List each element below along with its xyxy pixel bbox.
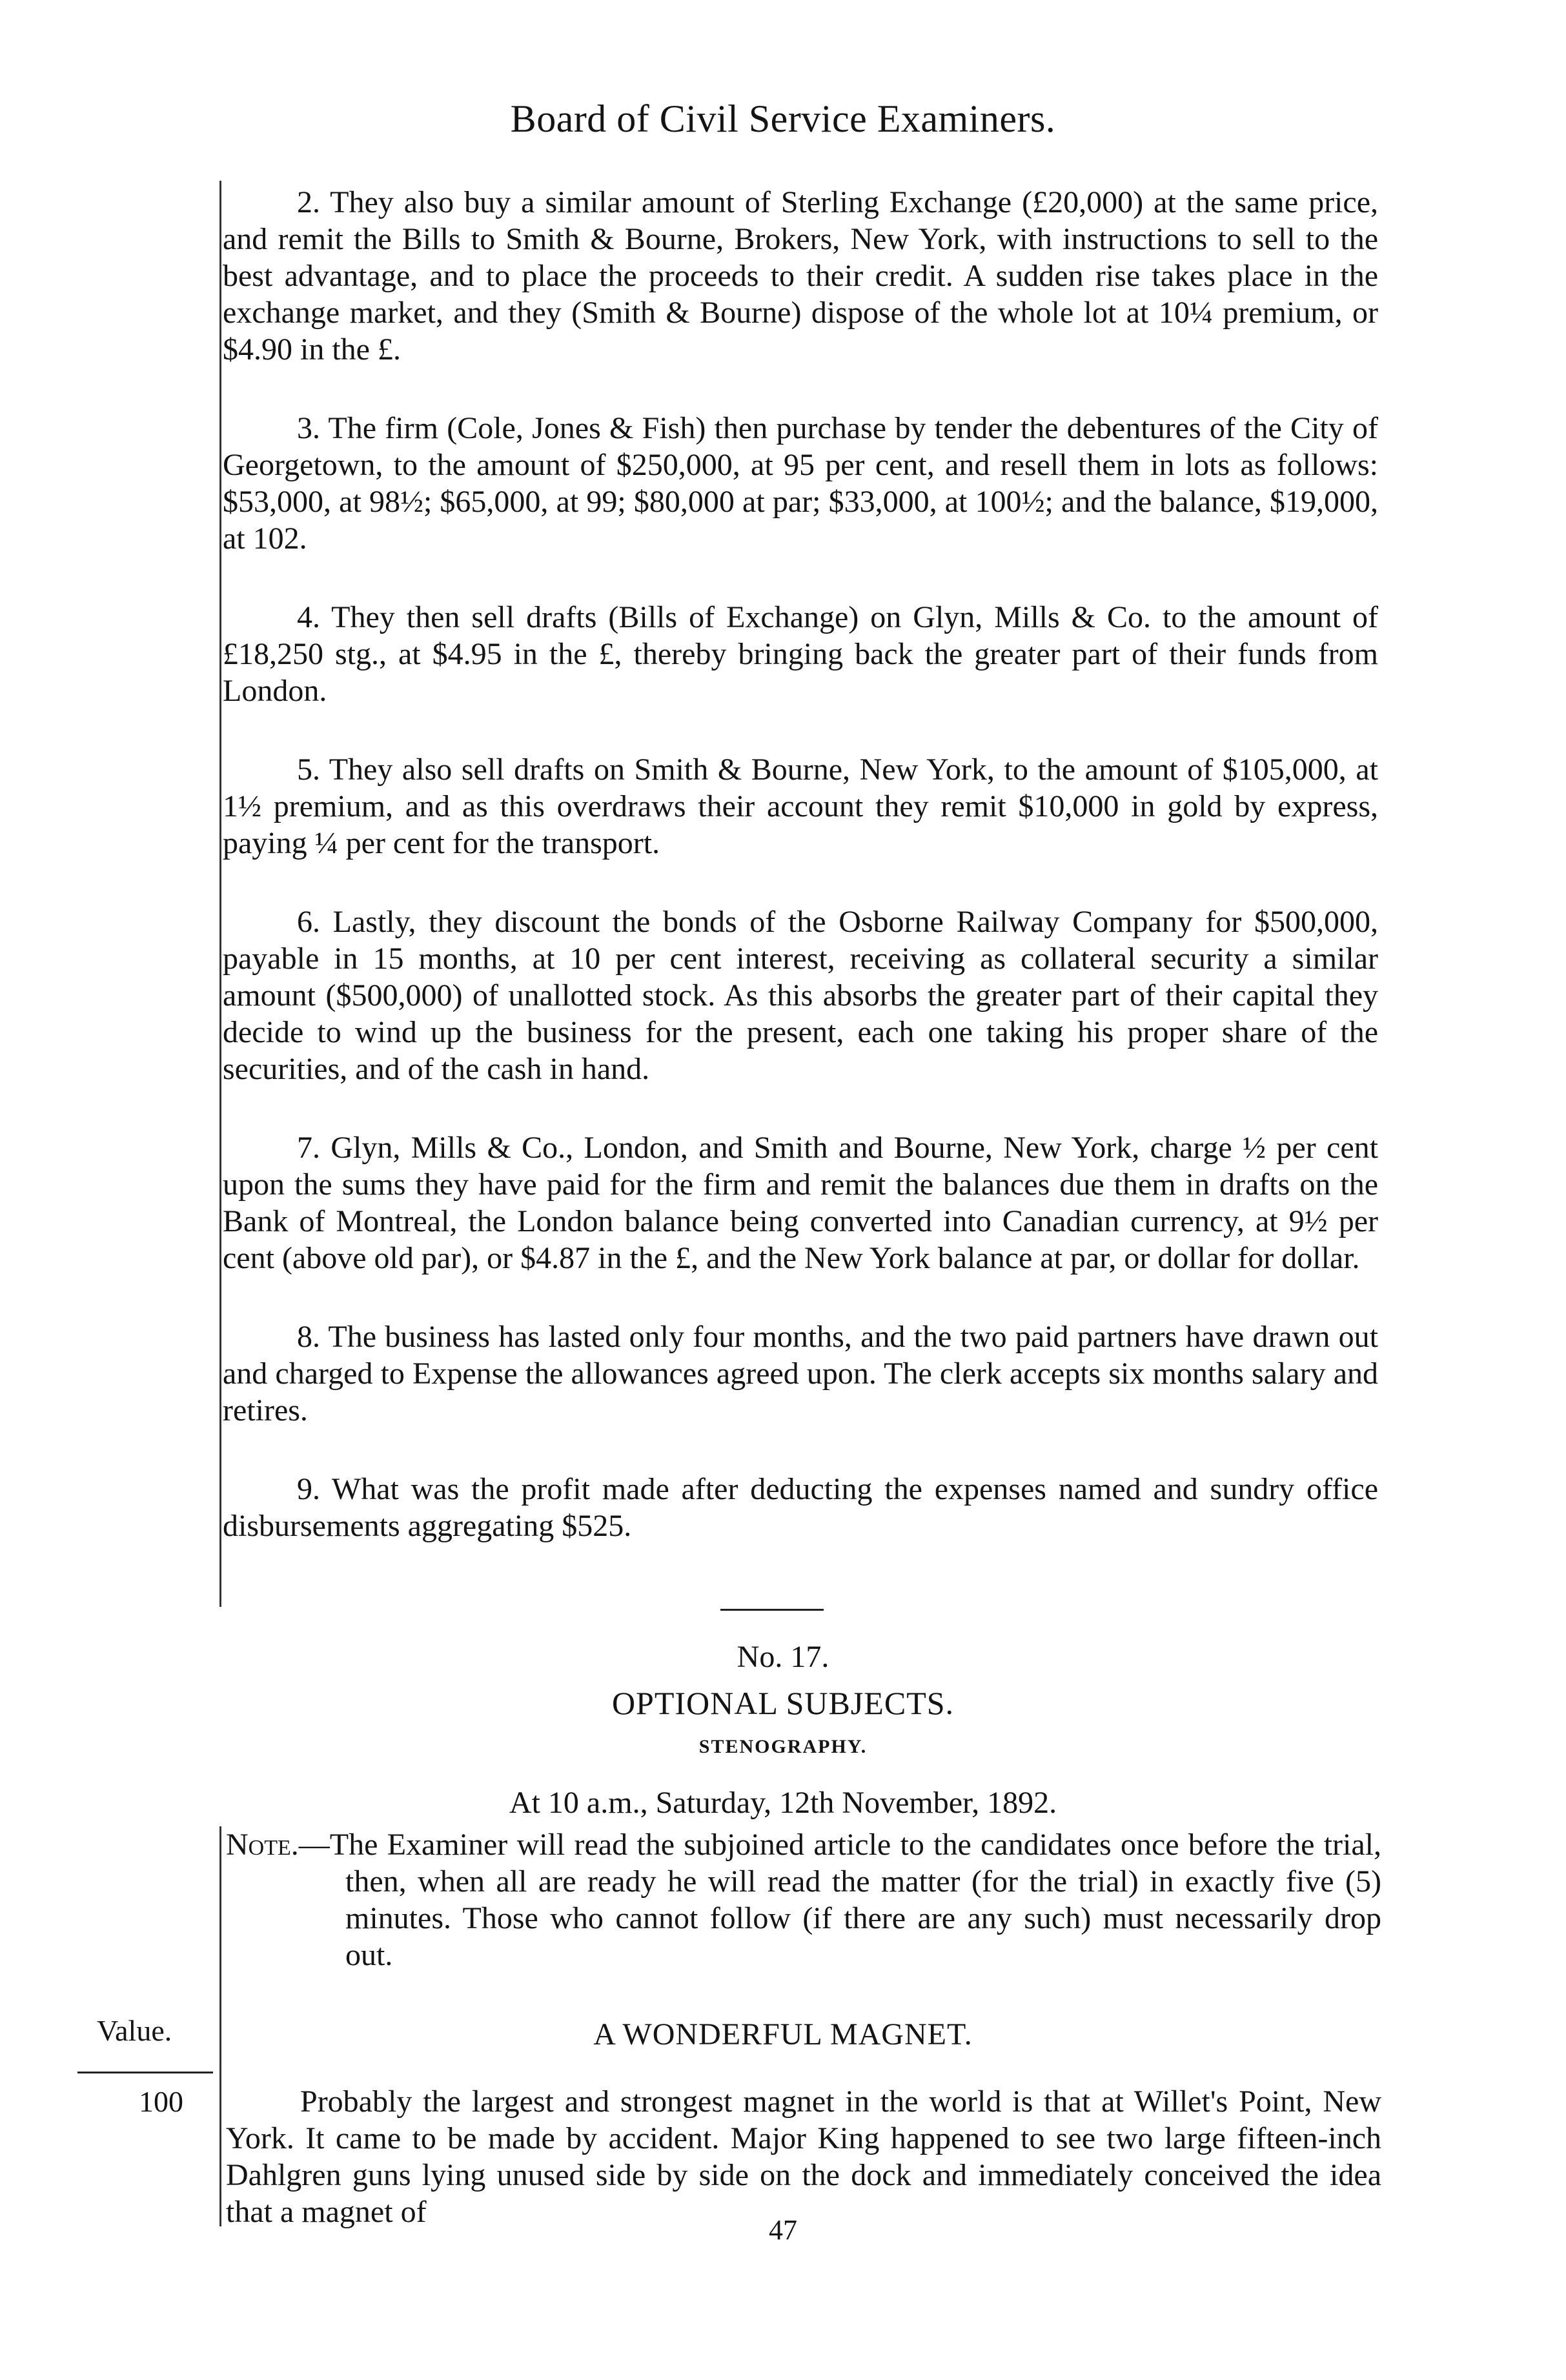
paragraph-3: 3. The firm (Cole, Jones & Fish) then purchase by tender the debentures of the City of Georgetown, to the amount of $250,000, at 95 per cent, and resell them in lots as follows: $53,000, at 98½; $65,000, at 99; $80,000 at par; $33,000, at 100½; and the balance, $19,000, at 102. <box>223 411 1378 556</box>
article-title: A WONDERFUL MAGNET. <box>593 2017 973 2052</box>
section-title: OPTIONAL SUBJECTS. <box>611 1685 955 1721</box>
paragraph-6: 6. Lastly, they discount the bonds of the Osborne Railway Company for $500,000, payable in 15 months, at 10 per cent interest, receiving as collateral security a similar amount ($500,000) of unallotted stock. As this absorbs the greater part of their capital they decide to wind up the business for the present, each one taking his proper share of the securities, and of the cash in hand. <box>223 905 1378 1086</box>
article-text: Probably the largest and strongest magnet in the world is that at Willet's Point, New York. It came to be made by accident. Major King happened to see two large fifteen-inch Dahlgren guns lying unused side by side on the dock and immediately conceived the idea that a magnet of <box>226 2084 1381 2229</box>
section-divider <box>720 1609 824 1611</box>
value-divider <box>77 2072 213 2073</box>
paragraph-5: 5. They also sell drafts on Smith & Bourne, New York, to the amount of $105,000, at 1½ premium, and as this overdraws their account they remit $10,000 in gold by express, paying ¼ per cent for the transport. <box>223 752 1378 860</box>
page-number: 47 <box>769 2214 797 2246</box>
exam-datetime: At 10 a.m., Saturday, 12th November, 1892. <box>509 1786 1057 1820</box>
value-label: Value. <box>97 2014 172 2047</box>
paragraph-7: 7. Glyn, Mills & Co., London, and Smith and Bourne, New York, charge ½ per cent upon the sums they have paid for the firm and remit the balances due them in drafts on the Bank of Montreal, the London balance being converted into Canadian currency, at 9½ per cent (above old par), or $4.87 in the £, and the New York balance at par, or dollar for dollar. <box>223 1131 1378 1275</box>
paragraph-9: 9. What was the profit made after deducting the expenses named and sundry office disbursements aggregating $525. <box>223 1472 1378 1543</box>
left-margin-rule <box>219 181 221 1607</box>
value-amount: 100 <box>139 2085 183 2118</box>
note-lead: Note. <box>226 1828 299 1862</box>
note-text: —The Examiner will read the subjoined article to the candidates once before the trial, then, when all are ready he will read the matter (for the trial) in exactly five (5) minutes. Those who cannot follow (if there are any such) must necessarily drop out. <box>298 1828 1381 1972</box>
examiner-note <box>226 1826 1381 1973</box>
page-header: Board of Civil Service Examiners. <box>510 97 1056 140</box>
section-subject: STENOGRAPHY. <box>698 1736 868 1757</box>
exercise-text <box>223 184 1378 1586</box>
paragraph-4: 4. They then sell drafts (Bills of Exchange) on Glyn, Mills & Co. to the amount of £18,250 stg., at $4.95 in the £, thereby bringing back the greater part of their funds from London. <box>223 600 1378 708</box>
section-number: No. 17. <box>737 1640 829 1674</box>
paragraph-8: 8. The business has lasted only four months, and the two paid partners have drawn out and charged to Expense the allowances agreed upon. The clerk accepts six months salary and retires. <box>223 1320 1378 1427</box>
paragraph-2: 2. They also buy a similar amount of Sterling Exchange (£20,000) at the same price, and remit the Bills to Smith & Bourne, Brokers, New York, with instructions to sell to the best advantage, and to place the proceeds to their credit. A sudden rise takes place in the exchange market, and they (Smith & Bourne) dispose of the whole lot at 10¼ premium, or $4.90 in the £. <box>223 185 1378 367</box>
